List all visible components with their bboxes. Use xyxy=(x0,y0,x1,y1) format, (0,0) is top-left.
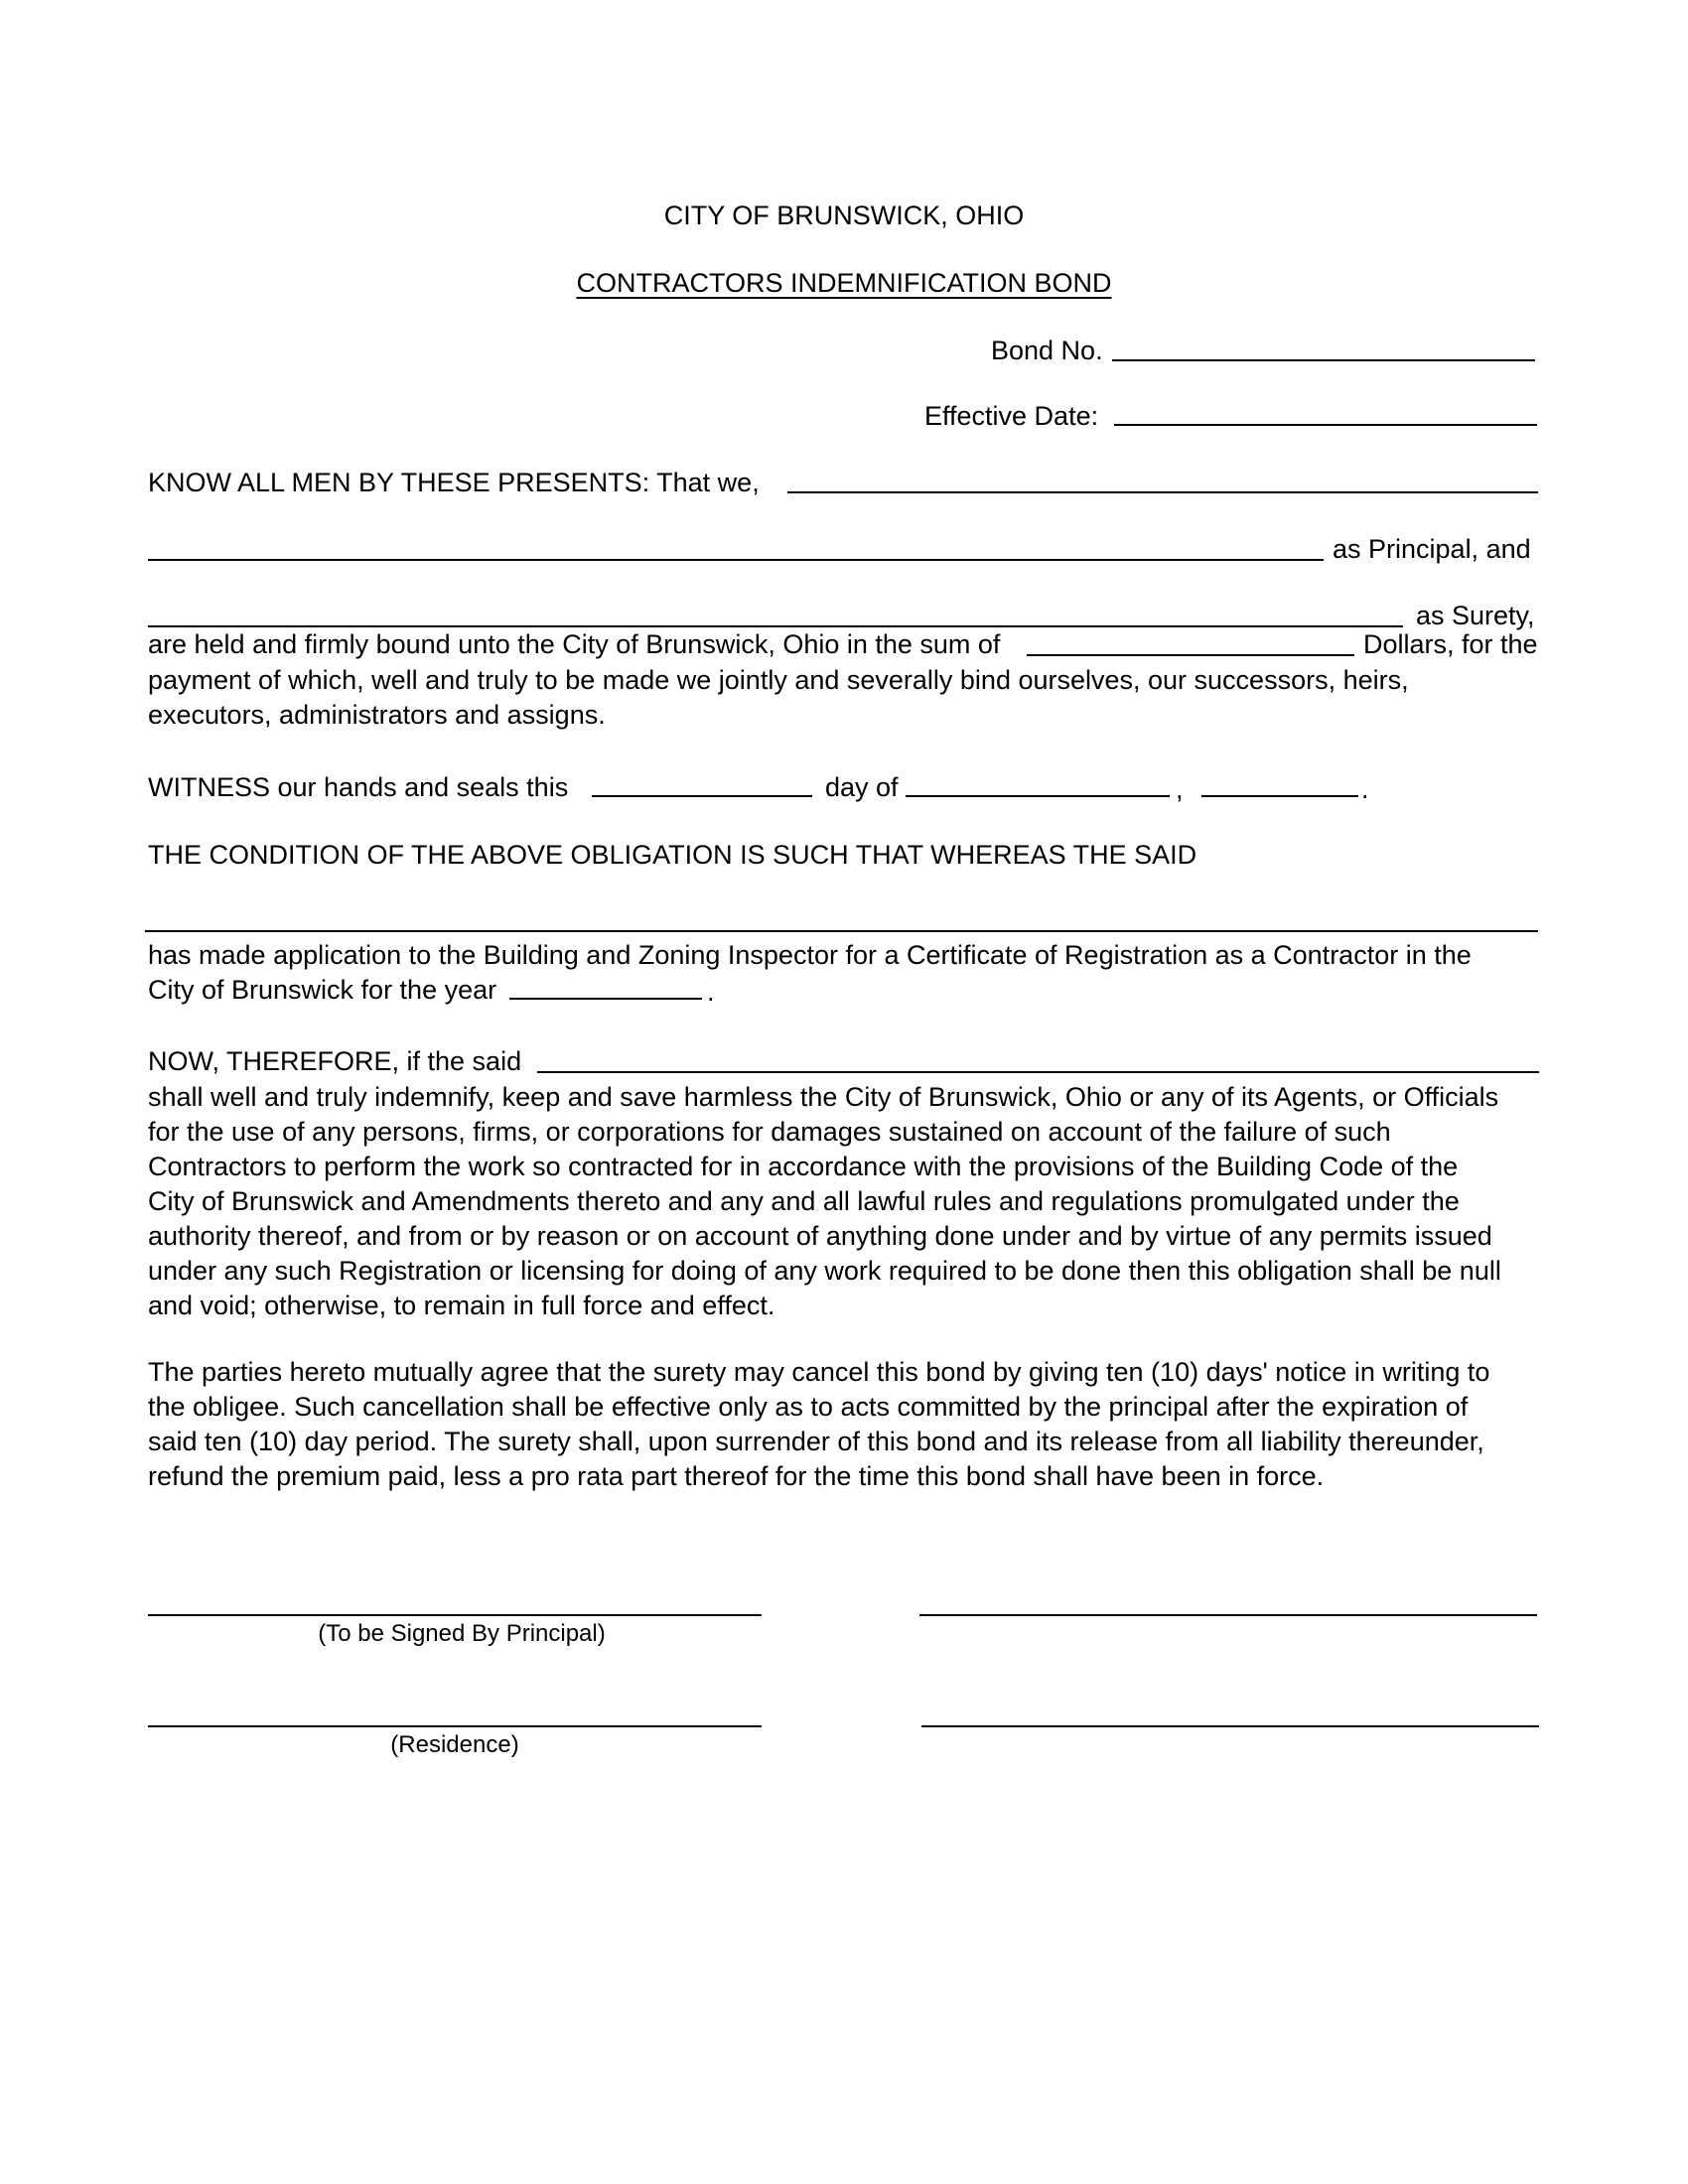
city-heading: CITY OF BRUNSWICK, OHIO xyxy=(663,201,1025,230)
now-therefore-line: and void; otherwise, to remain in full force and effect. xyxy=(148,1291,775,1320)
bond-no-label: Bond No. xyxy=(991,336,1103,365)
cancellation-paragraph xyxy=(148,1355,1548,1494)
surety-label: as Surety, xyxy=(1416,601,1535,630)
now-therefore-line: authority thereof, and from or by reason or on account of anything done under and by virtue of any permits issued xyxy=(148,1221,1492,1251)
cancellation-line: said ten (10) day period. The surety shall, upon surrender of this bond and its release from all liability thereunder, xyxy=(148,1427,1484,1456)
contractor-name-field[interactable] xyxy=(787,491,1538,493)
document-title-text: CONTRACTORS INDEMNIFICATION BOND xyxy=(576,268,1112,298)
cancellation-line: the obligee. Such cancellation shall be effective only as to acts committed by the principal after the expiration of xyxy=(148,1392,1469,1422)
sum-field[interactable] xyxy=(1027,654,1354,656)
document-title xyxy=(0,266,1688,300)
bond-no-field[interactable] xyxy=(1112,359,1535,361)
condition-line2: City of Brunswick for the year xyxy=(148,975,497,1005)
witness-text-part1: WITNESS our hands and seals this xyxy=(148,772,569,802)
now-therefore-line: City of Brunswick and Amendments thereto and any and all lawful rules and regulations promulgated under the xyxy=(148,1186,1460,1216)
now-therefore-intro: NOW, THEREFORE, if the said xyxy=(148,1046,522,1076)
know-all-men-intro: KNOW ALL MEN BY THESE PRESENTS: That we, xyxy=(148,468,760,497)
surety-signature-line[interactable] xyxy=(919,1614,1537,1616)
bound-text-line3: executors, administrators and assigns. xyxy=(148,700,606,730)
bound-text-part1: are held and firmly bound unto the City of Brunswick, Ohio in the sum of xyxy=(148,629,1001,659)
now-therefore-said-field[interactable] xyxy=(537,1071,1539,1073)
condition-heading: THE CONDITION OF THE ABOVE OBLIGATION IS SUCH THAT WHEREAS THE SAID xyxy=(148,840,1197,870)
registration-year-field[interactable] xyxy=(509,998,702,1000)
cancellation-line: The parties hereto mutually agree that the surety may cancel this bond by giving ten (10) days' notice in writing to xyxy=(148,1357,1490,1387)
bound-text-line2: payment of which, well and truly to be made we jointly and severally bind ourselves, our successors, heirs, xyxy=(148,665,1409,695)
now-therefore-line: for the use of any persons, firms, or corporations for damages sustained on account of the failure of such xyxy=(148,1117,1391,1147)
witness-month-field[interactable] xyxy=(906,795,1170,797)
bound-text-part2: Dollars, for the xyxy=(1363,629,1538,659)
effective-date-field[interactable] xyxy=(1114,424,1537,426)
now-therefore-paragraph xyxy=(148,1080,1548,1323)
condition-line2-end: . xyxy=(707,977,715,1007)
residence-line[interactable] xyxy=(148,1725,762,1727)
surety-residence-line[interactable] xyxy=(921,1725,1539,1727)
principal-signature-caption: (To be Signed By Principal) xyxy=(318,1620,606,1647)
witness-day-field[interactable] xyxy=(592,795,812,797)
condition-line1: has made application to the Building and Zoning Inspector for a Certificate of Registration as a Contractor in the xyxy=(148,940,1472,970)
principal-label: as Principal, and xyxy=(1333,534,1531,564)
witness-comma: , xyxy=(1176,774,1184,804)
contractor-said-field[interactable] xyxy=(145,930,1538,932)
residence-caption: (Residence) xyxy=(390,1731,519,1758)
now-therefore-line: Contractors to perform the work so contracted for in accordance with the provisions of the Building Code of the xyxy=(148,1152,1459,1181)
witness-text-part2: day of xyxy=(825,772,899,802)
now-therefore-line: under any such Registration or licensing for doing of any work required to be done then this obligation shall be null xyxy=(148,1256,1501,1286)
principal-field[interactable] xyxy=(148,559,1324,561)
witness-period: . xyxy=(1361,774,1369,804)
principal-signature-line[interactable] xyxy=(148,1614,762,1616)
effective-date-label: Effective Date: xyxy=(924,401,1099,431)
now-therefore-line: shall well and truly indemnify, keep and save harmless the City of Brunswick, Ohio or any of its Agents, or Officials xyxy=(148,1082,1499,1112)
cancellation-line: refund the premium paid, less a pro rata part thereof for the time this bond shall have been in force. xyxy=(148,1461,1325,1491)
witness-year-field[interactable] xyxy=(1201,795,1358,797)
